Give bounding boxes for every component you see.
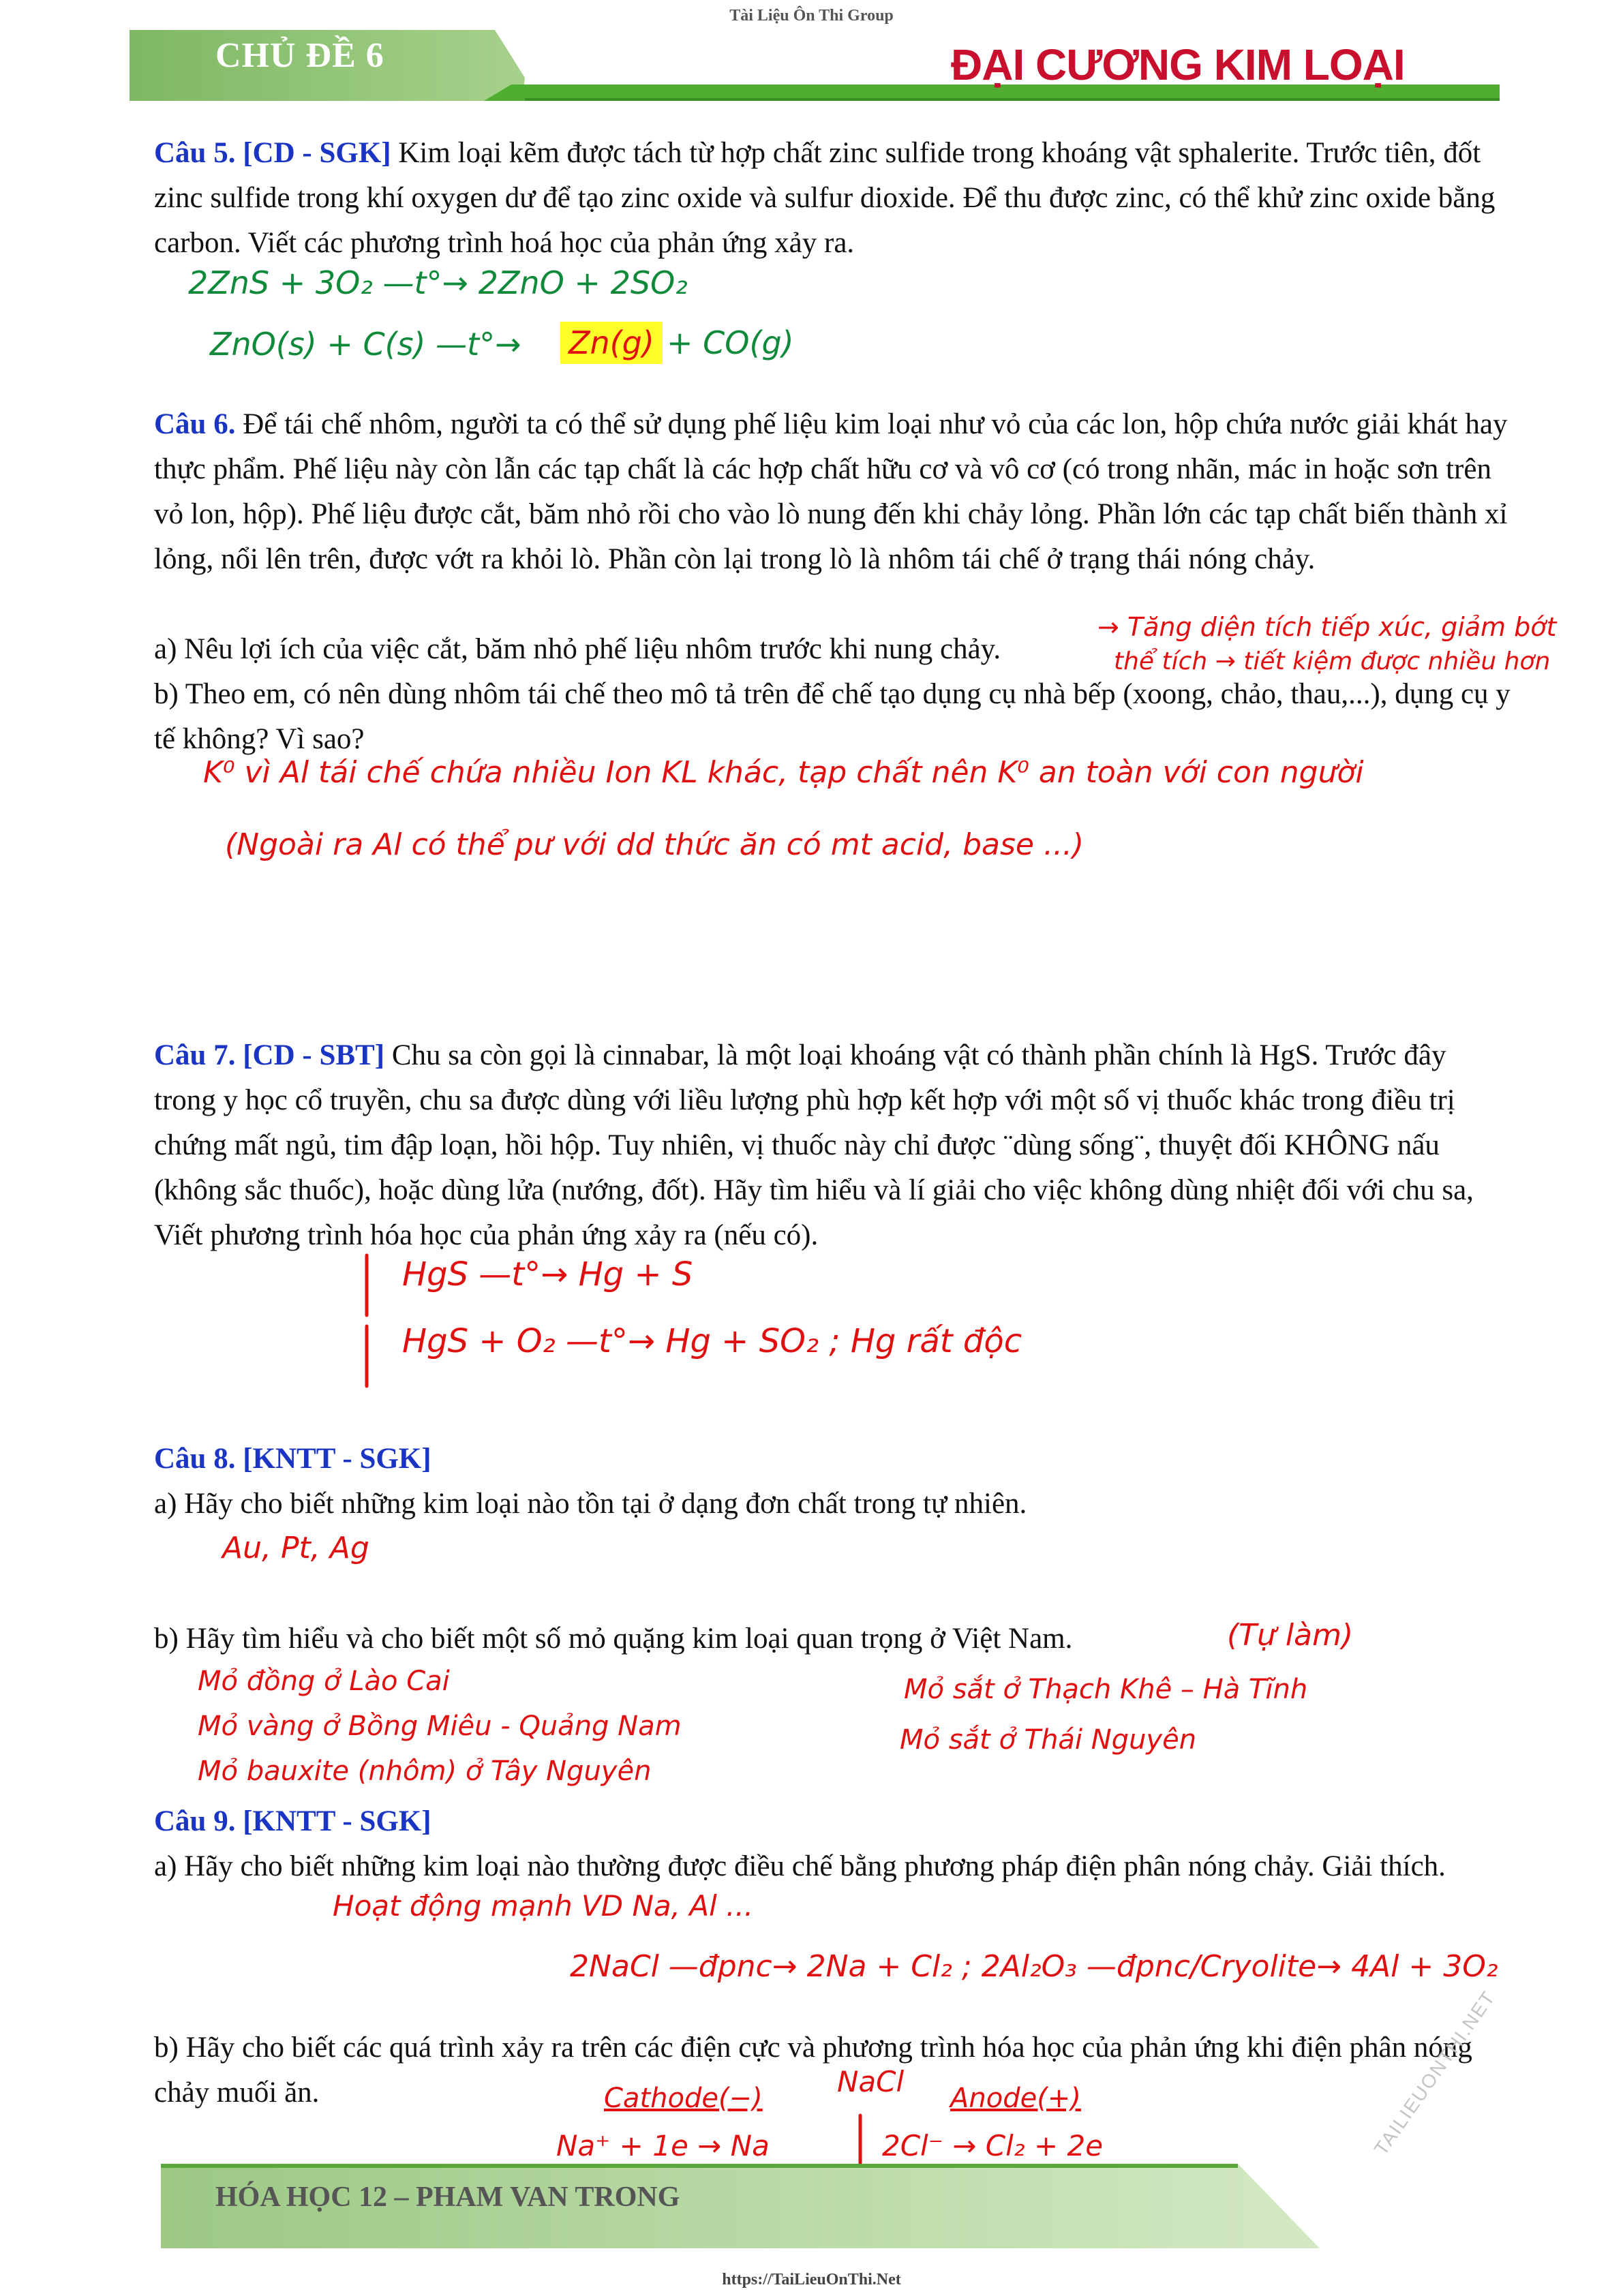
handwriting-q9b-cathode-eq: Na⁺ + 1e → Na — [556, 2129, 770, 2162]
question-6-label: Câu 6. — [154, 408, 236, 440]
question-6 — [154, 402, 1511, 582]
question-9-label — [154, 1799, 1511, 1844]
handwriting-q6b-line1: K⁰ vì Al tái chế chứa nhiều Ion KL khác, tạp chất nên K⁰ an toàn với con người — [203, 755, 1364, 790]
system-brace — [360, 1253, 374, 1389]
question-9a: a) Hãy cho biết những kim loại nào thường được điều chế bằng phương pháp điện phân nóng chảy. Giải thích. — [154, 1850, 1446, 1882]
handwriting-q9b-cathode: Cathode(−) — [604, 2083, 763, 2114]
handwriting-q8b-mine-5: Mỏ sắt ở Thái Nguyên — [900, 1724, 1197, 1756]
footer-book-title: HÓA HỌC 12 – PHAM VAN TRONG — [215, 2182, 680, 2213]
handwriting-q6b-line2: (Ngoài ra Al có thể pư với dd thức ăn có mt acid, base ...) — [225, 827, 1084, 862]
question-8a: a) Hãy cho biết những kim loại nào tồn tại ở dạng đơn chất trong tự nhiên. — [154, 1488, 1027, 1520]
handwriting-q5-eq1: 2ZnS + 3O₂ —t°→ 2ZnO + 2SO₂ — [188, 264, 688, 301]
question-7 — [154, 1033, 1511, 1258]
question-8-label — [154, 1437, 1511, 1482]
handwriting-q6a-line2: thể tích → tiết kiệm được nhiều hơn — [1114, 647, 1551, 675]
handwriting-q9b-anode: Anode(+) — [950, 2083, 1081, 2114]
handwriting-q8b-mine-1: Mỏ đồng ở Lào Cai — [198, 1666, 450, 1697]
chu-de-label: CHỦ ĐỀ 6 — [215, 36, 384, 75]
handwriting-q8b-note: (Tự làm) — [1227, 1618, 1354, 1653]
handwriting-q5-eq2-left: ZnO(s) + C(s) —t°→ — [210, 326, 521, 363]
question-7-label: Câu 7. [CD - SBT] — [154, 1039, 385, 1071]
handwriting-q7-eq1: HgS —t°→ Hg + S — [402, 1255, 693, 1294]
handwriting-q5-highlight-zn: Zn(g) — [560, 322, 663, 364]
question-9-label-text: Câu 9. [KNTT - SGK] — [154, 1805, 431, 1837]
question-5-label: Câu 5. [CD - SGK] — [154, 137, 391, 169]
watermark: TAILIEUONTHI.NET — [1370, 1987, 1500, 2159]
group-name: Tài Liệu Ôn Thi Group — [729, 7, 894, 25]
question-9b: b) Hãy cho biết các quá trình xảy ra trên các điện cực và phương trình hóa học của phản ứng khi điện phân nóng chảy muối ăn. — [154, 2032, 1472, 2109]
question-8-label-text: Câu 8. [KNTT - SGK] — [154, 1443, 431, 1475]
handwriting-q8b-mine-3: Mỏ bauxite (nhôm) ở Tây Nguyên — [198, 1756, 652, 1787]
question-5 — [154, 131, 1511, 266]
question-6-text: Để tái chế nhôm, người ta có thể sử dụng phế liệu kim loại như vỏ của các lon, hộp chứa nước giải khát hay thực phẩm. Phế liệu này còn lẫn các tạp chất là các hợp chất hữu cơ và vô cơ (có trong nhãn, mác in hoặc sơn trên vỏ lon, hộp). Phế liệu được cắt, băm nhỏ rồi cho vào lò nung đến khi chảy lỏng. Phần lớn các tạp chất biến thành xỉ lỏng, nổi lên trên, được vớt ra khỏi lò. Phần còn lại trong lò là nhôm tái chế ở trạng thái nóng chảy. — [154, 408, 1508, 575]
handwriting-q6a-line1: → Tăng diện tích tiếp xúc, giảm bớt — [1097, 612, 1557, 642]
handwriting-q8b-mine-4: Mỏ sắt ở Thạch Khê – Hà Tĩnh — [904, 1674, 1308, 1705]
question-7-text: Chu sa còn gọi là cinnabar, là một loại khoáng vật có thành phần chính là HgS. Trước đây trong y học cổ truyền, chu sa được dùng với liều lượng phù hợp kết hợp với một số vị thuốc khác trong điều trị chứng mất ngủ, tim đập loạn, hồi hộp. Tuy nhiên, vị thuốc này chỉ được ¨dùng sống¨, thuyệt đối KHÔNG nấu (không sắc thuốc), hoặc dùng lửa (nướng, đốt). Hãy tìm hiểu và lí giải cho việc không dùng nhiệt đối với chu sa, Viết phương trình hóa học của phản ứng xảy ra (nếu có). — [154, 1039, 1474, 1251]
footer-url[interactable]: https://TaiLieuOnThi.Net — [722, 2271, 901, 2289]
question-6b: b) Theo em, có nên dùng nhôm tái chế theo mô tả trên để chế tạo dụng cụ nhà bếp (xoong, chảo, thau,...), dụng cụ y tế không? Vì sao? — [154, 678, 1511, 755]
handwriting-q8a: Au, Pt, Ag — [222, 1531, 369, 1565]
handwriting-q9a-line1: Hoạt động mạnh VD Na, Al ... — [333, 1889, 754, 1923]
handwriting-q5-eq2-right: + CO(g) — [667, 324, 794, 361]
handwriting-q9b-nacl: NaCl — [837, 2065, 905, 2098]
question-6a: a) Nêu lợi ích của việc cắt, băm nhỏ phế liệu nhôm trước khi nung chảy. — [154, 633, 1001, 665]
question-5-text: Kim loại kẽm được tách từ hợp chất zinc sulfide trong khoáng vật sphalerite. Trước tiên, đốt zinc sulfide trong khí oxygen dư để tạo zinc oxide và sulfur dioxide. Để thu được zinc, có thể khử zinc oxide bằng carbon. Viết các phương trình hoá học của phản ứng xảy ra. — [154, 137, 1496, 259]
handwriting-q7-eq2: HgS + O₂ —t°→ Hg + SO₂ ; Hg rất độc — [402, 1322, 1022, 1360]
handwriting-q9a-line2: 2NaCl —đpnc→ 2Na + Cl₂ ; 2Al₂O₃ —đpnc/Cryolite→ 4Al + 3O₂ — [570, 1949, 1498, 1984]
question-8b: b) Hãy tìm hiểu và cho biết một số mỏ quặng kim loại quan trọng ở Việt Nam. — [154, 1623, 1073, 1655]
page-title: ĐẠI CƯƠNG KIM LOẠI — [951, 40, 1405, 89]
handwriting-q9b-anode-eq: 2Cl⁻ → Cl₂ + 2e — [882, 2129, 1104, 2162]
handwriting-q8b-mine-2: Mỏ vàng ở Bồng Miêu - Quảng Nam — [198, 1711, 682, 1742]
